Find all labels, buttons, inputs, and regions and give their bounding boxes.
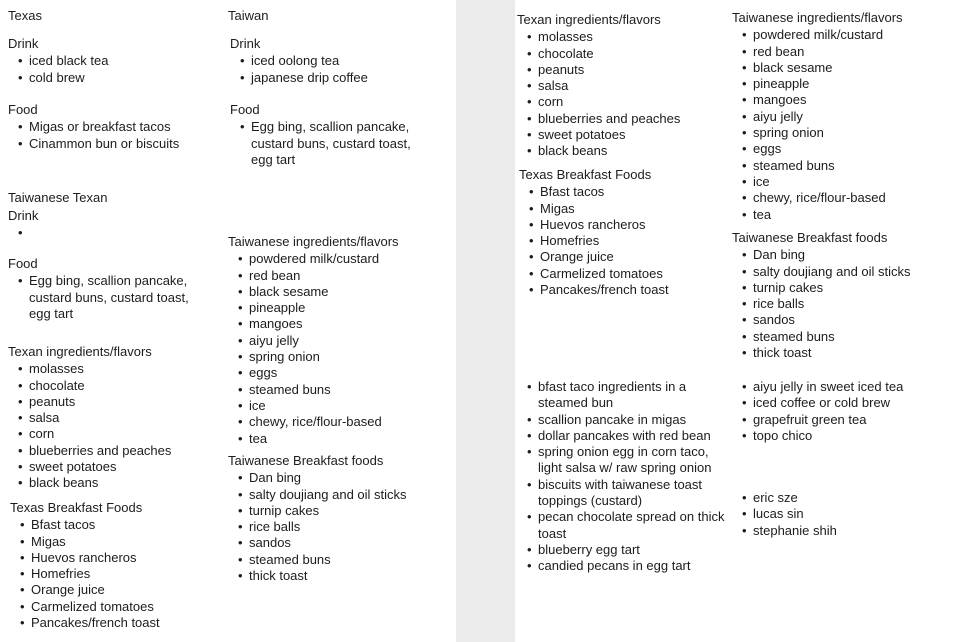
list-item bbox=[525, 111, 732, 127]
block-title: Texan ingredients/flavors bbox=[8, 344, 152, 359]
list-item bbox=[16, 443, 220, 459]
list-item bbox=[236, 382, 440, 398]
list-item-text: stephanie shih bbox=[753, 522, 837, 538]
block-title: Texas bbox=[8, 8, 42, 23]
text-block[interactable] bbox=[8, 344, 220, 492]
list-item-text: steamed buns bbox=[249, 381, 331, 397]
list-item-text: salty doujiang and oil sticks bbox=[249, 486, 407, 502]
list-item bbox=[740, 412, 947, 428]
list-item bbox=[740, 506, 947, 522]
list-item bbox=[740, 395, 947, 411]
list-item bbox=[740, 207, 947, 223]
list-item-text: iced coffee or cold brew bbox=[753, 395, 891, 411]
list-item-text: turnip cakes bbox=[753, 279, 824, 295]
bullet-list bbox=[228, 251, 440, 447]
list-item bbox=[236, 398, 440, 414]
list-item bbox=[16, 119, 218, 135]
text-block[interactable] bbox=[10, 500, 222, 631]
list-item bbox=[18, 517, 222, 533]
text-block[interactable] bbox=[517, 12, 732, 160]
list-item bbox=[740, 125, 947, 141]
list-item-text: Carmelized tomatoes bbox=[31, 598, 154, 614]
list-item bbox=[236, 503, 440, 519]
text-block[interactable] bbox=[228, 234, 440, 447]
list-item bbox=[740, 60, 947, 76]
list-item-text: spring onion egg in corn taco, light salsa w/ raw spring onion bbox=[538, 444, 712, 476]
list-item bbox=[740, 490, 947, 506]
list-item-text: Migas bbox=[540, 200, 575, 216]
list-item bbox=[238, 53, 440, 69]
text-block[interactable] bbox=[8, 190, 218, 207]
list-item-text: ice bbox=[249, 397, 266, 413]
list-item bbox=[527, 201, 734, 217]
list-item-text: cold brew bbox=[29, 69, 85, 85]
list-item-text: eggs bbox=[753, 141, 782, 157]
list-item bbox=[238, 70, 440, 86]
list-item bbox=[740, 190, 947, 206]
bullet-list bbox=[517, 29, 732, 159]
bullet-list bbox=[732, 27, 947, 223]
list-item-text: bfast taco ingredients in a steamed bun bbox=[538, 379, 687, 411]
list-item bbox=[740, 44, 947, 60]
list-item-text: turnip cakes bbox=[249, 502, 320, 518]
list-item-text: Orange juice bbox=[31, 582, 105, 598]
list-item bbox=[236, 284, 440, 300]
list-item bbox=[16, 410, 220, 426]
list-item-text: tea bbox=[753, 206, 772, 222]
list-item-text: iced oolong tea bbox=[251, 53, 340, 69]
list-item bbox=[525, 542, 729, 558]
list-item-text: black sesame bbox=[249, 283, 329, 299]
list-item bbox=[525, 509, 729, 542]
list-item-text: chewy, rice/flour-based bbox=[753, 190, 886, 206]
list-item bbox=[16, 459, 220, 475]
list-item-text: black beans bbox=[538, 143, 608, 159]
list-item bbox=[527, 217, 734, 233]
list-item bbox=[525, 29, 732, 45]
list-item-text: chocolate bbox=[538, 45, 594, 61]
list-item-text: aiyu jelly in sweet iced tea bbox=[753, 379, 904, 394]
list-item-text: Huevos rancheros bbox=[31, 549, 137, 565]
list-item bbox=[527, 249, 734, 265]
list-item-text: Homefries bbox=[31, 566, 91, 582]
list-item-text: aiyu jelly bbox=[753, 108, 803, 124]
list-item bbox=[18, 582, 222, 598]
text-block[interactable] bbox=[8, 256, 208, 322]
list-item bbox=[16, 136, 218, 152]
list-item bbox=[16, 426, 220, 442]
list-item-text: tea bbox=[249, 430, 268, 446]
list-item bbox=[236, 568, 440, 584]
list-item-text: sandos bbox=[753, 312, 795, 328]
list-item bbox=[740, 247, 947, 263]
list-item-text: Cinammon bun or biscuits bbox=[29, 135, 180, 151]
list-item-text: Pancakes/french toast bbox=[540, 282, 669, 298]
list-item-text: lucas sin bbox=[753, 506, 804, 522]
list-item-text: blueberries and peaches bbox=[538, 110, 681, 126]
list-item bbox=[16, 378, 220, 394]
list-item-text: Dan bing bbox=[753, 247, 806, 263]
block-title: Drink bbox=[8, 208, 39, 223]
list-item-text: powdered milk/custard bbox=[753, 27, 884, 43]
list-item bbox=[525, 46, 732, 62]
bullet-list bbox=[8, 273, 208, 322]
list-item bbox=[18, 615, 222, 631]
list-item-text: Bfast tacos bbox=[31, 517, 96, 533]
list-item-text: scallion pancake in migas bbox=[538, 411, 687, 427]
text-block[interactable] bbox=[230, 102, 430, 168]
list-item bbox=[16, 394, 220, 410]
list-item-text: blueberry egg tart bbox=[538, 541, 640, 557]
list-item bbox=[238, 119, 430, 168]
list-item-text: grapefruit green tea bbox=[753, 411, 867, 427]
list-item bbox=[236, 251, 440, 267]
bullet-list bbox=[517, 379, 729, 575]
bullet-list bbox=[519, 184, 734, 298]
list-item-text: steamed buns bbox=[753, 328, 835, 344]
list-item bbox=[236, 268, 440, 284]
list-item-text: Huevos rancheros bbox=[540, 216, 646, 232]
block-title: Drink bbox=[230, 36, 261, 51]
block-title: Food bbox=[8, 256, 38, 271]
text-block[interactable] bbox=[8, 102, 218, 152]
list-item-text: eggs bbox=[249, 365, 278, 381]
list-item-text: pineapple bbox=[249, 300, 306, 316]
list-item-text: sandos bbox=[249, 535, 291, 551]
list-item bbox=[236, 333, 440, 349]
list-item-text: red bean bbox=[249, 267, 301, 283]
list-item bbox=[236, 349, 440, 365]
text-block[interactable] bbox=[8, 36, 218, 86]
list-item bbox=[16, 53, 218, 69]
bullet-list bbox=[8, 53, 218, 86]
list-item-text: Migas bbox=[31, 533, 66, 549]
text-block[interactable] bbox=[732, 230, 947, 361]
list-item-text: chocolate bbox=[29, 377, 85, 393]
block-title: Taiwanese Texan bbox=[8, 190, 108, 205]
list-item bbox=[525, 78, 732, 94]
list-item bbox=[740, 109, 947, 125]
list-item-text: corn bbox=[29, 426, 55, 442]
list-item-text: Dan bing bbox=[249, 470, 302, 486]
list-item-text: spring onion bbox=[753, 125, 824, 141]
list-item bbox=[740, 141, 947, 157]
list-item-text: sweet potatoes bbox=[29, 459, 117, 475]
list-item-text: ice bbox=[753, 173, 770, 189]
list-item bbox=[18, 550, 222, 566]
list-item-text: peanuts bbox=[538, 61, 585, 77]
text-block[interactable] bbox=[732, 490, 947, 539]
list-item bbox=[740, 264, 947, 280]
list-item-text: molasses bbox=[538, 29, 593, 45]
list-item-text: thick toast bbox=[753, 345, 812, 361]
list-item-text: Orange juice bbox=[540, 249, 614, 265]
list-item bbox=[525, 477, 729, 510]
list-item bbox=[236, 552, 440, 568]
list-item bbox=[740, 174, 947, 190]
list-item-text: Homefries bbox=[540, 233, 600, 249]
list-item bbox=[525, 428, 729, 444]
list-item-text: rice balls bbox=[753, 296, 805, 312]
list-item bbox=[740, 428, 947, 444]
list-item bbox=[740, 329, 947, 345]
list-item-text: iced black tea bbox=[29, 53, 109, 69]
list-item bbox=[525, 94, 732, 110]
text-block[interactable] bbox=[519, 167, 734, 298]
text-block[interactable] bbox=[8, 8, 218, 25]
list-item bbox=[236, 300, 440, 316]
list-item-text: steamed buns bbox=[249, 551, 331, 567]
list-item bbox=[525, 62, 732, 78]
list-item-text: blueberries and peaches bbox=[29, 442, 172, 458]
list-item-text: salsa bbox=[538, 78, 569, 94]
list-item-text: Bfast tacos bbox=[540, 184, 605, 200]
list-item-text: candied pecans in egg tart bbox=[538, 558, 691, 574]
list-item bbox=[740, 76, 947, 92]
bullet-list bbox=[228, 470, 440, 584]
list-item bbox=[525, 412, 729, 428]
block-title: Taiwanese ingredients/flavors bbox=[732, 10, 903, 25]
list-item-text: mangoes bbox=[753, 92, 807, 108]
list-item bbox=[527, 233, 734, 249]
list-item bbox=[16, 361, 220, 377]
list-item-text: aiyu jelly bbox=[249, 332, 299, 348]
list-item-text: eric sze bbox=[753, 490, 798, 505]
list-item-text: Egg bing, scallion pancake, custard buns, custard toast, egg tart bbox=[29, 273, 189, 321]
bullet-list bbox=[8, 361, 220, 491]
list-item bbox=[740, 345, 947, 361]
list-item bbox=[740, 523, 947, 539]
list-item-text: Carmelized tomatoes bbox=[540, 265, 663, 281]
list-item bbox=[525, 558, 729, 574]
list-item bbox=[16, 475, 220, 491]
list-item bbox=[16, 70, 218, 86]
block-title: Drink bbox=[8, 36, 39, 51]
bullet-list bbox=[230, 53, 440, 86]
text-block[interactable] bbox=[517, 379, 729, 575]
list-item-text: pineapple bbox=[753, 76, 810, 92]
list-item-text: mangoes bbox=[249, 316, 303, 332]
list-item bbox=[740, 92, 947, 108]
list-item bbox=[18, 599, 222, 615]
list-item-text: dollar pancakes with red bean bbox=[538, 427, 711, 443]
list-item-text: black sesame bbox=[753, 59, 833, 75]
list-item bbox=[236, 535, 440, 551]
list-item-text: chewy, rice/flour-based bbox=[249, 414, 382, 430]
block-title: Food bbox=[230, 102, 260, 117]
list-item-text: biscuits with taiwanese toast toppings (custard) bbox=[538, 476, 703, 509]
list-item-text: salsa bbox=[29, 410, 60, 426]
list-item bbox=[525, 444, 729, 477]
text-block[interactable] bbox=[732, 10, 947, 223]
text-block[interactable] bbox=[732, 379, 947, 444]
list-item bbox=[236, 487, 440, 503]
list-item bbox=[236, 470, 440, 486]
list-item-text: spring onion bbox=[249, 349, 320, 365]
bullet-list bbox=[10, 517, 222, 631]
list-item bbox=[740, 379, 947, 395]
list-item-text: rice balls bbox=[249, 519, 301, 535]
list-item bbox=[527, 184, 734, 200]
list-item-text: japanese drip coffee bbox=[251, 69, 368, 85]
block-title: Taiwan bbox=[228, 8, 269, 23]
list-item-text: molasses bbox=[29, 361, 84, 377]
list-item bbox=[740, 312, 947, 328]
block-title: Food bbox=[8, 102, 38, 117]
block-title: Texas Breakfast Foods bbox=[10, 500, 143, 515]
list-item-text: pecan chocolate spread on thick toast bbox=[538, 509, 725, 541]
block-title: Taiwanese Breakfast foods bbox=[228, 453, 384, 468]
list-item bbox=[236, 316, 440, 332]
list-item-text: topo chico bbox=[753, 427, 813, 443]
list-item-text: Egg bing, scallion pancake, custard buns, custard toast, egg tart bbox=[251, 119, 411, 167]
bullet-list bbox=[230, 119, 430, 168]
block-title: Taiwanese ingredients/flavors bbox=[228, 234, 399, 249]
list-item bbox=[18, 534, 222, 550]
list-item-text: red bean bbox=[753, 43, 805, 59]
list-item-text: thick toast bbox=[249, 568, 308, 584]
list-item bbox=[236, 431, 440, 447]
block-title: Taiwanese Breakfast foods bbox=[732, 230, 888, 245]
list-item-text: black beans bbox=[29, 475, 99, 491]
list-item bbox=[16, 225, 218, 241]
list-item bbox=[236, 519, 440, 535]
list-item-text: peanuts bbox=[29, 393, 76, 409]
list-item bbox=[740, 296, 947, 312]
text-block[interactable] bbox=[230, 36, 440, 86]
list-item bbox=[18, 566, 222, 582]
list-item-text: Migas or breakfast tacos bbox=[29, 119, 171, 135]
text-block[interactable] bbox=[228, 8, 438, 25]
bullet-list bbox=[8, 225, 218, 241]
text-block[interactable] bbox=[8, 208, 218, 242]
list-item-text: powdered milk/custard bbox=[249, 251, 380, 267]
list-item bbox=[16, 273, 208, 322]
list-item-text: Pancakes/french toast bbox=[31, 615, 160, 631]
block-title: Texas Breakfast Foods bbox=[519, 167, 652, 182]
bullet-list bbox=[732, 490, 947, 539]
list-item-text: salty doujiang and oil sticks bbox=[753, 263, 911, 279]
block-title: Texan ingredients/flavors bbox=[517, 12, 661, 27]
list-item bbox=[525, 143, 732, 159]
list-item bbox=[740, 158, 947, 174]
list-item bbox=[740, 27, 947, 43]
list-item bbox=[236, 365, 440, 381]
list-item bbox=[527, 266, 734, 282]
text-block[interactable] bbox=[228, 453, 440, 584]
list-item-text: steamed buns bbox=[753, 157, 835, 173]
list-item bbox=[527, 282, 734, 298]
list-item-text: sweet potatoes bbox=[538, 127, 626, 143]
list-item bbox=[525, 127, 732, 143]
bullet-list bbox=[732, 379, 947, 444]
list-item bbox=[525, 379, 729, 412]
bullet-list bbox=[732, 247, 947, 361]
list-item-text: corn bbox=[538, 94, 564, 110]
bullet-list bbox=[8, 119, 218, 152]
list-item bbox=[740, 280, 947, 296]
list-item bbox=[236, 414, 440, 430]
